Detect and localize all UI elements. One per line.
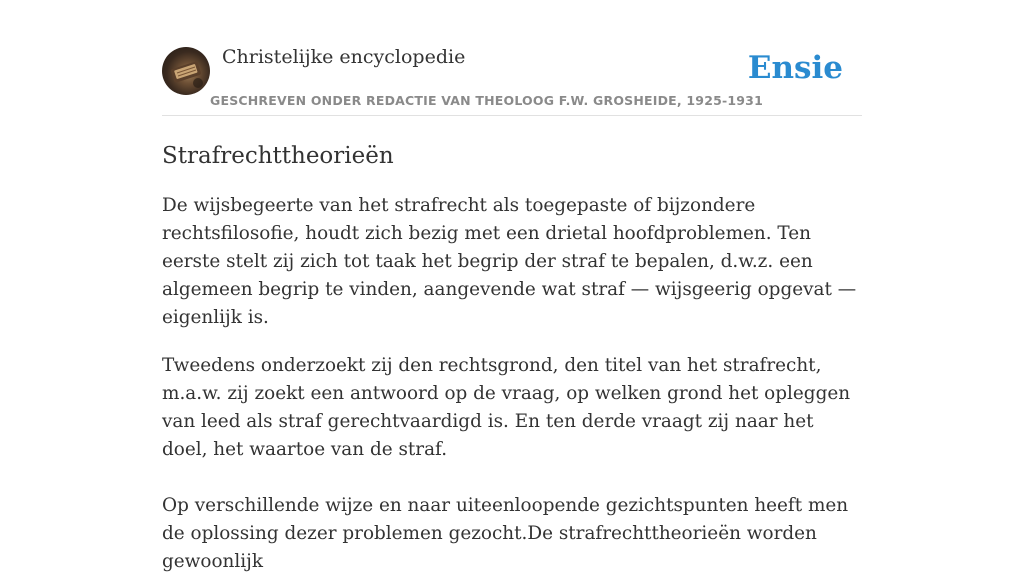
article-paragraph: Tweedens onderzoekt zij den rechtsgrond, den titel van het strafrecht, m.a.w. zij zoekt een antwoord op de vraag, op welken grond het opleggen van leed als straf gerechtvaardigd is. En ten derde vraagt zij naar het doel, het waartoe van de straf. [162,355,851,460]
book-avatar-icon[interactable] [162,47,210,95]
page [162,0,862,572]
header [162,0,862,116]
brand-logo[interactable]: Ensie [747,50,843,86]
book-subtitle: GESCHREVEN ONDER REDACTIE VAN THEOLOOG F.W. GROSHEIDE, 1925-1931 [210,93,763,108]
article-paragraph: De wijsbegeerte van het strafrecht als toegepaste of bijzondere rechtsfilosofie, houdt zich bezig met een drietal hoofdproblemen. Ten eerste stelt zij zich tot taak het begrip der straf te bepalen, d.w.z. een algemeen begrip te vinden, aangevende wat straf — wijsgeerig opgevat — eigenlijk is. [162,195,857,328]
article-paragraph: Op verschillende wijze en naar uiteenloopende gezichtspunten heeft men de oplossing dezer problemen gezocht.De strafrechttheorieën worden gewoonlijk [162,495,849,572]
article-body [162,192,862,576]
article-title: Strafrechttheorieën [162,143,394,169]
book-title[interactable]: Christelijke encyclopedie [222,46,466,68]
